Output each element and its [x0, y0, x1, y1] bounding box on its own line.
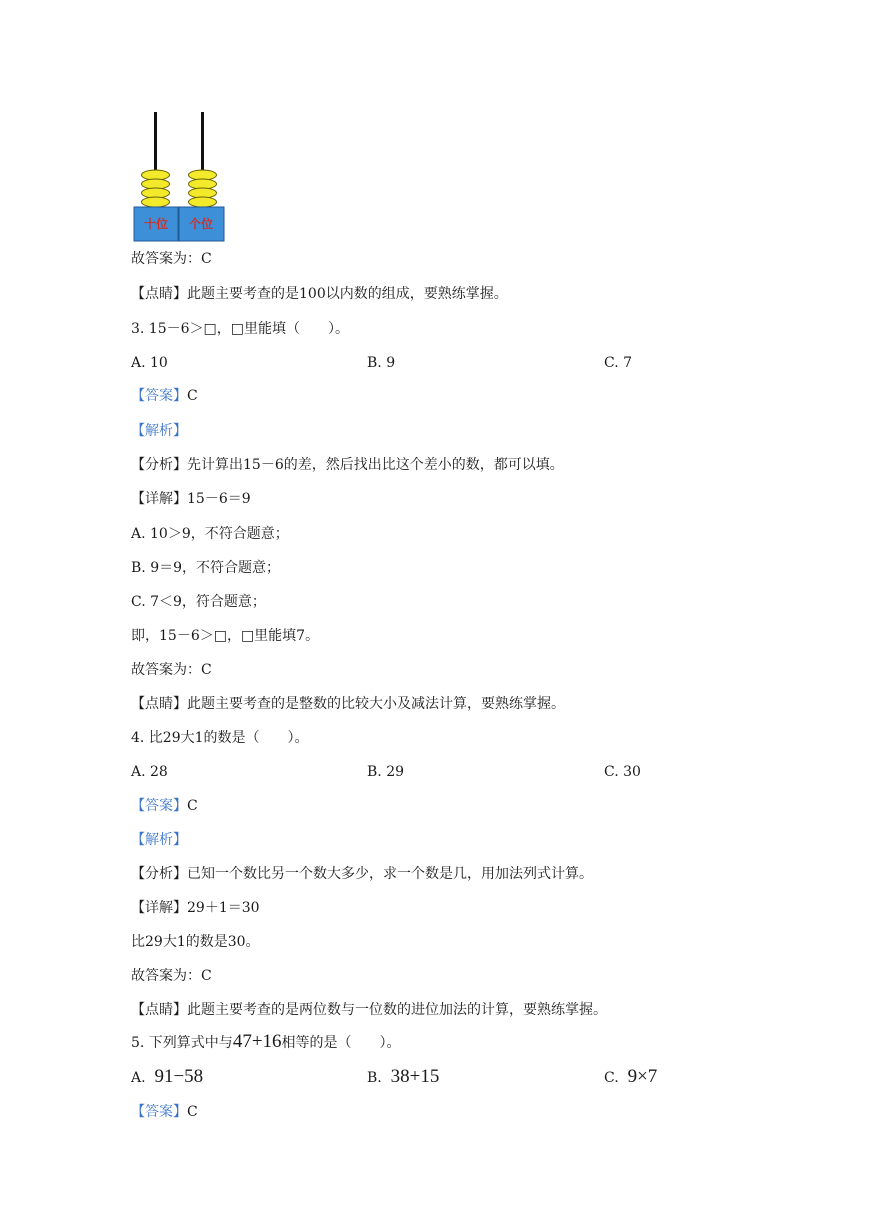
q5-option-a — [131, 1067, 203, 1088]
q5-option-c-label: C. — [604, 1070, 619, 1086]
q4-option-b: B. 29 — [367, 764, 405, 780]
q4-comment: 【点睛】此题主要考查的是两位数与一位数的进位加法的计算，要熟练掌握。 — [131, 1002, 607, 1018]
q5-option-c-expr: 9×7 — [627, 1066, 658, 1087]
q4-answer-label: 【答案】 — [131, 798, 187, 814]
q4-option-a: A. 28 — [131, 764, 168, 780]
abacus-label-tens: 十位 — [143, 217, 169, 231]
abacus-beads-tens — [142, 170, 170, 207]
q3-question: 3. 15－6＞□，□里能填（ ）。 — [131, 321, 349, 337]
q4-jiexi-label: 【解析】 — [131, 832, 187, 848]
q5-option-b-label: B. — [367, 1070, 382, 1086]
q5-question-expr: 47+16 — [232, 1031, 282, 1052]
q3-step-b: B. 9＝9，不符合题意； — [131, 560, 281, 576]
q4-answer — [131, 796, 198, 816]
q5-option-a-expr: 91−58 — [154, 1066, 204, 1087]
q4-detail: 【详解】29＋1＝30 — [131, 900, 260, 916]
q3-option-c: C. 7 — [604, 355, 633, 371]
q3-comment: 【点睛】此题主要考查的是整数的比较大小及减法计算，要熟练掌握。 — [131, 696, 565, 712]
abacus-beads-ones — [189, 170, 217, 207]
q2-comment: 【点睛】此题主要考查的是100以内数的组成，要熟练掌握。 — [131, 286, 508, 302]
q3-answer — [131, 386, 198, 406]
q3-detail: 【详解】15－6＝9 — [131, 491, 251, 507]
q5-option-a-label: A. — [131, 1070, 146, 1086]
q3-answer-value: C — [187, 388, 198, 404]
q3-option-a: A. 10 — [131, 355, 168, 371]
q4-conclusion: 故答案为：C — [131, 968, 212, 984]
q4-answer-value: C — [187, 798, 198, 814]
q5-option-c — [604, 1067, 657, 1088]
q4-option-c: C. 30 — [604, 764, 641, 780]
q4-analysis: 【分析】已知一个数比另一个数大多少，求一个数是几，用加法列式计算。 — [131, 866, 593, 882]
q5-question-post: 相等的是（ ）。 — [281, 1035, 401, 1051]
q5-question — [131, 1032, 401, 1053]
abacus-figure — [133, 110, 227, 242]
q3-answer-label: 【答案】 — [131, 388, 187, 404]
q5-option-b — [367, 1067, 439, 1088]
q5-answer — [131, 1102, 198, 1122]
q5-answer-value: C — [187, 1104, 198, 1120]
abacus-label-ones: 个位 — [188, 217, 214, 231]
q3-step-a: A. 10＞9，不符合题意； — [131, 526, 289, 542]
q3-step-c: C. 7＜9，符合题意； — [131, 594, 266, 610]
q5-question-pre: 5. 下列算式中与 — [131, 1035, 233, 1051]
q4-question: 4. 比29大1的数是（ ）。 — [131, 730, 309, 746]
q3-summary: 即，15－6＞□，□里能填7。 — [131, 628, 320, 644]
q4-summary: 比29大1的数是30。 — [131, 934, 260, 950]
q2-conclusion: 故答案为：C — [131, 251, 212, 267]
q5-answer-label: 【答案】 — [131, 1104, 187, 1120]
q3-jiexi-label: 【解析】 — [131, 423, 187, 439]
q5-option-b-expr: 38+15 — [390, 1066, 440, 1087]
q3-conclusion: 故答案为：C — [131, 662, 212, 678]
q3-option-b: B. 9 — [367, 355, 396, 371]
q3-analysis: 【分析】先计算出15－6的差，然后找出比这个差小的数，都可以填。 — [131, 457, 564, 473]
